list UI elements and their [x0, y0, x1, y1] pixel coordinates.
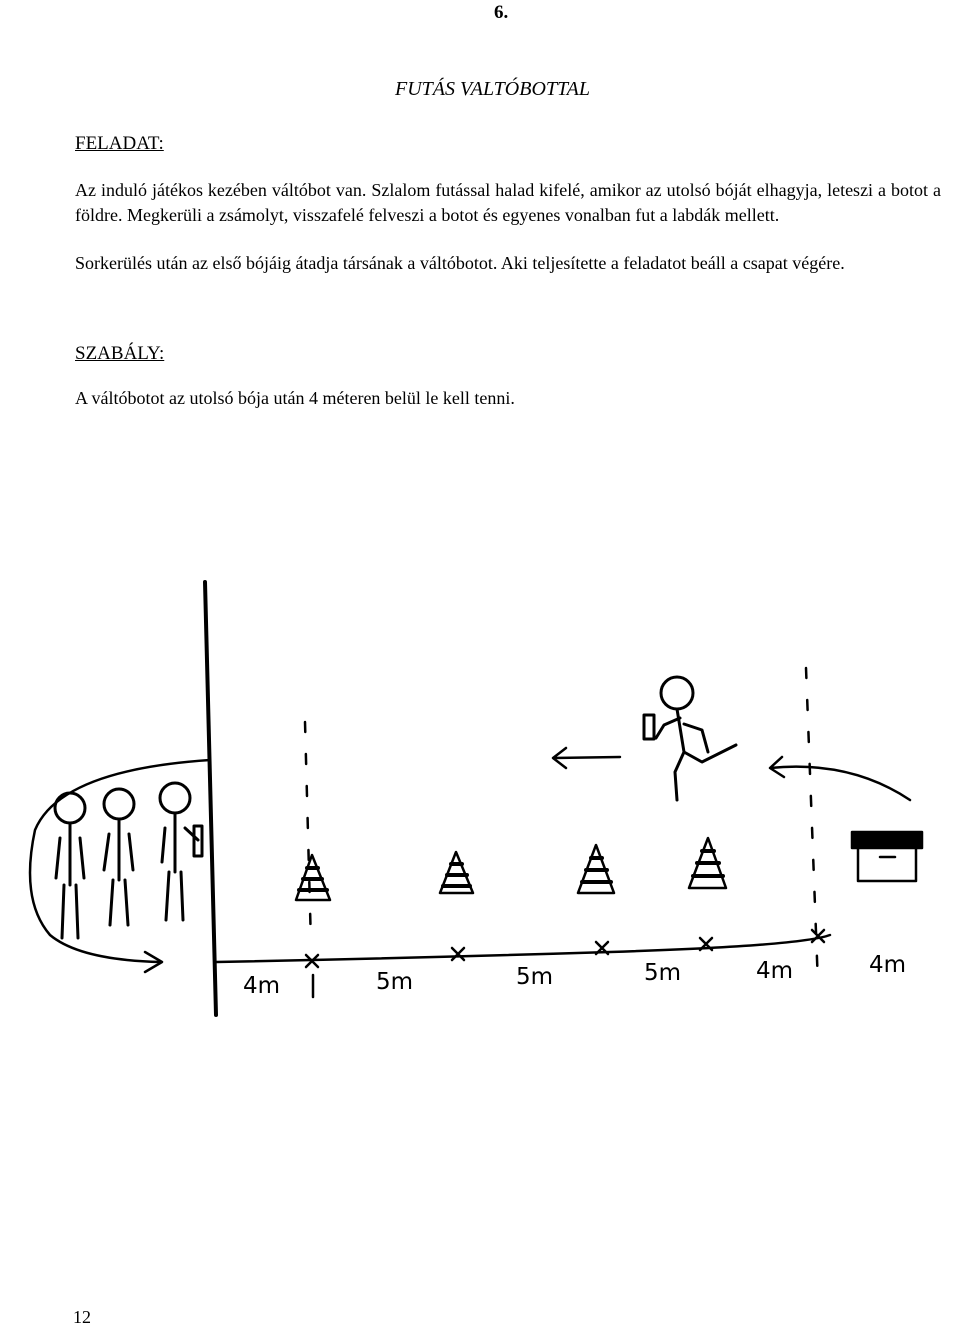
page-number: 6. — [494, 2, 509, 23]
start-line — [205, 582, 216, 1015]
cone-icon — [578, 845, 614, 893]
cone-icon — [296, 855, 330, 900]
exercise-title: FUTÁS VALTÓBOTTAL — [395, 78, 590, 100]
relay-diagram — [0, 570, 960, 1040]
distance-label: 5m — [376, 969, 414, 995]
distance-label: 5m — [516, 964, 554, 990]
rule-label: SZABÁLY: — [75, 343, 165, 364]
distance-label: 4m — [243, 973, 281, 999]
waiting-player-icon — [104, 789, 134, 925]
cone-icon — [689, 838, 726, 888]
distance-label: 4m — [869, 952, 907, 978]
rule-text: A váltóbotot az utolsó bója után 4 méteren belül le kell tenni. — [75, 388, 515, 408]
direction-arrow-icon — [553, 748, 620, 768]
cone-icon — [440, 852, 473, 893]
distance-label: 5m — [644, 960, 682, 986]
direction-arrow-icon — [770, 757, 910, 800]
waiting-player-icon — [160, 783, 202, 920]
task-paragraph-2: Sorkerülés után az első bójáig átadja társának a váltóbotot. Aki teljesítette a feladatot beáll a csapat végére. — [75, 253, 845, 273]
task-label: FELADAT: — [75, 133, 164, 154]
cone-guide-line — [305, 722, 311, 945]
running-player-icon — [644, 677, 736, 800]
bench-icon — [852, 832, 922, 881]
task-paragraph-1: Az induló játékos kezében váltóbot van. Szlalom futással halad kifelé, amikor az utolsó bóját elhagyja, leteszi a botot a földre. Megkerüli a zsámolyt, visszafelé felveszi a botot és egyenes vonalban fut a labdák mellett. — [75, 180, 941, 225]
footer-page-number: 12 — [73, 1307, 91, 1327]
distance-label: 4m — [756, 958, 794, 984]
waiting-player-icon — [55, 793, 85, 938]
